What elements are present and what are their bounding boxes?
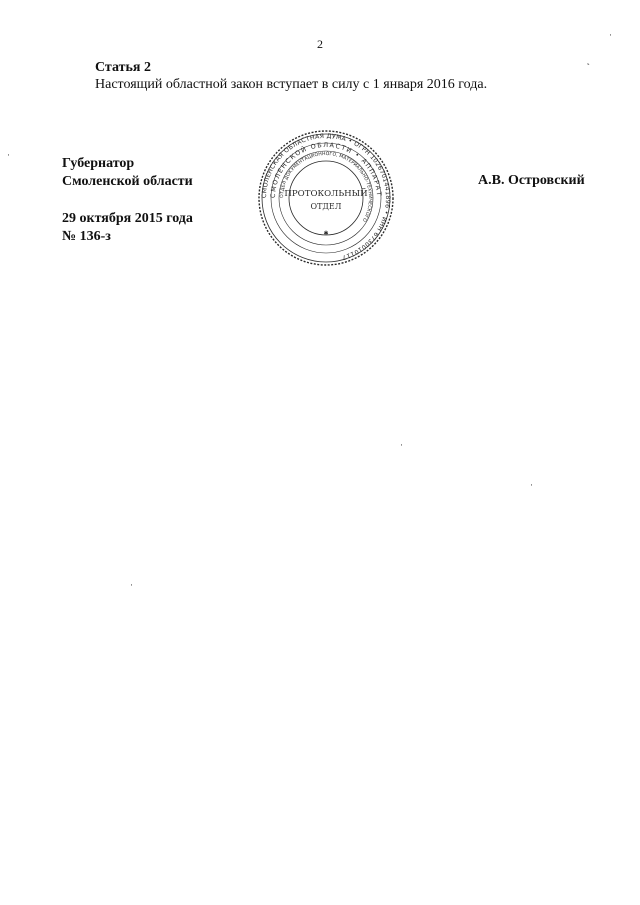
seal-center-line2: ОТДЕЛ xyxy=(310,202,342,211)
signer-name: А.В. Островский xyxy=(478,173,585,188)
signer-title-line2: Смоленской области xyxy=(62,174,193,189)
seal-middle-text: СМОЛЕНСКОЙ ОБЛАСТИ • АППАРАТ xyxy=(268,140,384,199)
seal-outer-text: СМОЛЕНСКАЯ ОБЛАСТНАЯ ДУМА • ОГРН 1026701441896 • ИНН 6730010117 xyxy=(260,132,392,261)
article-body: Настоящий областной закон вступает в силу с 1 января 2016 года. xyxy=(95,77,488,92)
article-heading: Статья 2 xyxy=(95,60,151,75)
scan-speck: · xyxy=(609,30,612,40)
signer-title-line1: Губернатор xyxy=(62,156,135,171)
scan-speck: · xyxy=(7,150,10,160)
seal-star-icon: ✱ xyxy=(323,230,329,237)
document-date: 29 октября 2015 года xyxy=(62,211,193,226)
scan-speck: ˛ xyxy=(587,55,590,65)
page-number: 2 xyxy=(317,37,323,51)
official-seal xyxy=(256,128,396,268)
seal-inner-text: ОТДЕЛ ДОКУМЕНТАЦИОННОГО, МАТЕРИАЛЬНО-ТЕХНИЧЕСКОГО xyxy=(279,151,373,223)
scan-speck: · xyxy=(530,480,533,490)
signer-title xyxy=(62,155,193,191)
scan-speck: · xyxy=(130,580,133,590)
document-number: № 136-з xyxy=(62,229,111,244)
seal-center-line1: ПРОТОКОЛЬНЫЙ xyxy=(284,189,368,199)
svg-text:ОТДЕЛ ДОКУМЕНТАЦИОННОГО, МАТЕР xyxy=(279,151,373,223)
scan-speck: · xyxy=(400,440,403,450)
document-date-number xyxy=(62,210,193,246)
